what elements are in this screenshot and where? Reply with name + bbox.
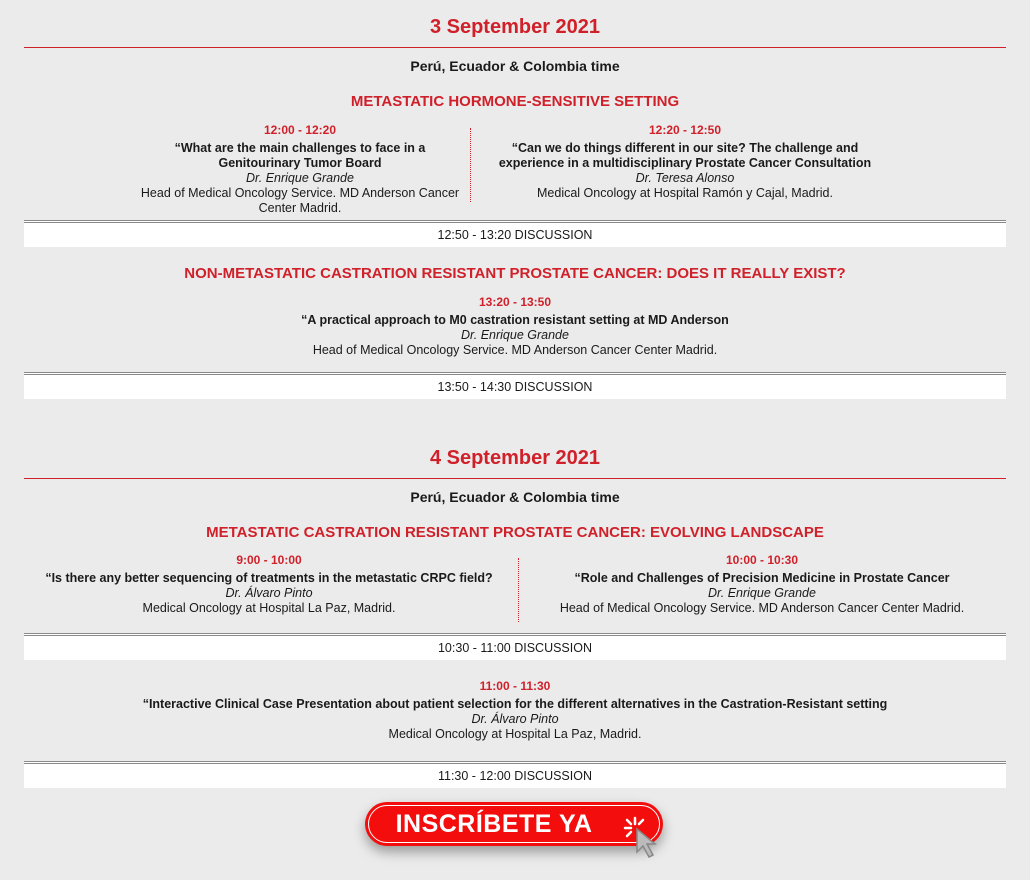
talk-affiliation: Medical Oncology at Hospital La Paz, Madrid. bbox=[388, 727, 642, 741]
talk-time: 11:00 - 11:30 bbox=[479, 679, 551, 693]
discussion-bar: 10:30 - 11:00 DISCUSSION bbox=[24, 633, 1006, 660]
talk-title: “A practical approach to M0 castration resistant setting at MD Anderson bbox=[301, 313, 729, 327]
register-button[interactable] bbox=[365, 802, 663, 846]
talk-title: “What are the main challenges to face in a Genitourinary Tumor Board bbox=[174, 141, 426, 170]
register-button-label: INSCRÍBETE YA bbox=[395, 809, 593, 838]
talk-affiliation: Medical Oncology at Hospital La Paz, Madrid. bbox=[142, 601, 396, 615]
divider bbox=[24, 478, 1006, 479]
talk-time: 12:20 - 12:50 bbox=[648, 123, 722, 137]
talk-speaker: Dr. Álvaro Pinto bbox=[471, 712, 559, 726]
talk bbox=[140, 123, 460, 216]
talk-title: “Is there any better sequencing of treatments in the metastatic CRPC field? bbox=[45, 571, 493, 585]
talk-affiliation: Head of Medical Oncology Service. MD Anderson Cancer Center Madrid. bbox=[140, 186, 460, 215]
talk-affiliation: Head of Medical Oncology Service. MD Anderson Cancer Center Madrid. bbox=[312, 343, 718, 357]
section-title: METASTATIC HORMONE-SENSITIVE SETTING bbox=[350, 93, 680, 110]
talk-speaker: Dr. Enrique Grande bbox=[461, 328, 569, 342]
talk bbox=[522, 553, 1002, 616]
divider bbox=[24, 47, 1006, 48]
talk-speaker: Dr. Álvaro Pinto bbox=[225, 586, 313, 600]
talk-affiliation: Head of Medical Oncology Service. MD Anderson Cancer Center Madrid. bbox=[559, 601, 965, 615]
talk-title: “Interactive Clinical Case Presentation about patient selection for the different alternatives in the Castration-Resistant setting bbox=[142, 697, 888, 711]
talk-speaker: Dr. Enrique Grande bbox=[246, 171, 354, 185]
section-title: NON-METASTATIC CASTRATION RESISTANT PROSTATE CANCER: DOES IT REALLY EXIST? bbox=[184, 265, 846, 282]
talk-time: 13:20 - 13:50 bbox=[478, 295, 552, 309]
timezone-label: Perú, Ecuador & Colombia time bbox=[410, 58, 620, 74]
talk-speaker: Dr. Enrique Grande bbox=[708, 586, 816, 600]
talk-affiliation: Medical Oncology at Hospital Ramón y Cajal, Madrid. bbox=[537, 186, 833, 200]
talk bbox=[490, 123, 880, 201]
day-title: 4 September 2021 bbox=[429, 447, 601, 469]
talk-time: 12:00 - 12:20 bbox=[263, 123, 337, 137]
discussion-bar: 11:30 - 12:00 DISCUSSION bbox=[24, 761, 1006, 788]
talk-time: 9:00 - 10:00 bbox=[236, 553, 302, 567]
talk bbox=[24, 295, 1006, 358]
talk-title: “Role and Challenges of Precision Medicine in Prostate Cancer bbox=[574, 571, 950, 585]
talk bbox=[24, 679, 1006, 742]
day-title: 3 September 2021 bbox=[429, 16, 601, 38]
discussion-bar: 12:50 - 13:20 DISCUSSION bbox=[24, 220, 1006, 247]
talk bbox=[24, 553, 514, 616]
talk-title: “Can we do things different in our site? The challenge and experience in a multidisciplinary Prostate Cancer Consultation bbox=[498, 141, 872, 170]
timezone-label: Perú, Ecuador & Colombia time bbox=[410, 489, 620, 505]
cursor-click-icon bbox=[621, 816, 671, 860]
talk-time: 10:00 - 10:30 bbox=[725, 553, 799, 567]
column-divider bbox=[470, 128, 471, 202]
discussion-bar: 13:50 - 14:30 DISCUSSION bbox=[24, 372, 1006, 399]
section-title: METASTATIC CASTRATION RESISTANT PROSTATE CANCER: EVOLVING LANDSCAPE bbox=[206, 524, 824, 541]
talk-speaker: Dr. Teresa Alonso bbox=[635, 171, 735, 185]
column-divider bbox=[518, 558, 519, 622]
